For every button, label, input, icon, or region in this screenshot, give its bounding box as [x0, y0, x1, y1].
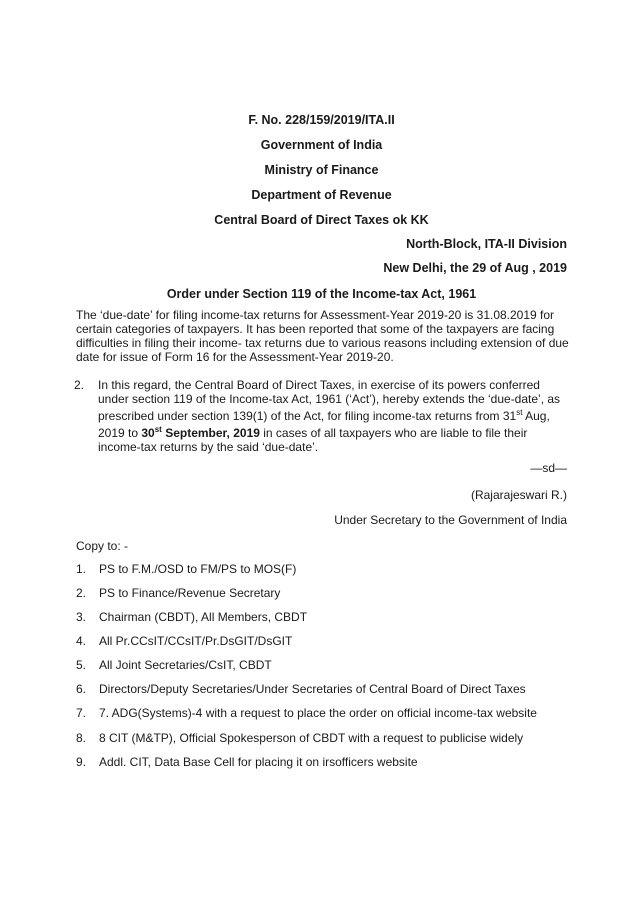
paragraph-1: The ‘due-date’ for filing income-tax returns for Assessment-Year 2019-20 is 31.08.2019 for certain categories of taxpayers. It has been reported that some of the taxpayers are facing difficulties in filing their income- tax returns due to various reasons including extension of due date for issue of Form 16 for the Assessment-Year 2019-20. — [76, 308, 569, 364]
file-number: F. No. 228/159/2019/ITA.II — [248, 113, 395, 127]
copy-to-item: 7. 7. ADG(Systems)-4 with a request to place the order on official income-tax website — [76, 706, 537, 720]
copy-to-item: 5. All Joint Secretaries/CsIT, CBDT — [76, 658, 272, 672]
paragraph-2-text-c: in cases of all taxpayers who are liable to file their income-tax returns by the said ‘due-date’. — [98, 426, 528, 454]
govt-heading: Government of India — [260, 138, 383, 152]
paragraph-2-number: 2. — [74, 378, 85, 392]
board-heading: Central Board of Direct Taxes ok KK — [214, 213, 429, 227]
department-heading: Department of Revenue — [251, 188, 392, 202]
copy-to-item: 4. All Pr.CCsIT/CCsIT/Pr.DsGIT/DsGIT — [76, 634, 293, 648]
paragraph-2-sup-a: st — [516, 408, 523, 417]
sd-mark: —sd— — [530, 461, 567, 475]
place-date-line: New Delhi, the 29 of Aug , 2019 — [383, 261, 567, 275]
order-title: Order under Section 119 of the Income-tax Act, 1961 — [166, 287, 477, 301]
copy-to-item: 9. Addl. CIT, Data Base Cell for placing it on irsofficers website — [76, 755, 418, 769]
paragraph-2 — [98, 378, 572, 454]
copy-to-item: 3. Chairman (CBDT), All Members, CBDT — [76, 610, 308, 624]
ministry-heading: Ministry of Finance — [264, 163, 379, 177]
copy-to-item: 8. 8 CIT (M&TP), Official Spokesperson of CBDT with a request to publicise widely — [76, 731, 524, 745]
signatory-designation: Under Secretary to the Government of India — [334, 513, 567, 527]
division-line: North-Block, ITA-II Division — [406, 237, 567, 251]
copy-to-item: 2. PS to Finance/Revenue Secretary — [76, 586, 281, 600]
copy-to-heading: Copy to: - — [76, 539, 129, 553]
paragraph-2-text-b: Aug, 2019 to — [98, 409, 550, 440]
copy-to-item: 1. PS to F.M./OSD to FM/PS to MOS(F) — [76, 562, 297, 576]
extended-date: 30st September, 2019 — [141, 425, 260, 440]
signatory-name: (Rajarajeswari R.) — [470, 488, 567, 502]
paragraph-2-text-a: In this regard, the Central Board of Direct Taxes, in exercise of its powers conferred under section 119 of the Income-tax Act, 1961 (‘Act’), hereby extends the ‘due-date’, as prescribed under section 139(1) of the Act, for filing income-tax returns from 31 — [98, 378, 561, 423]
copy-to-item: 6. Directors/Deputy Secretaries/Under Secretaries of Central Board of Direct Taxes — [76, 682, 526, 696]
